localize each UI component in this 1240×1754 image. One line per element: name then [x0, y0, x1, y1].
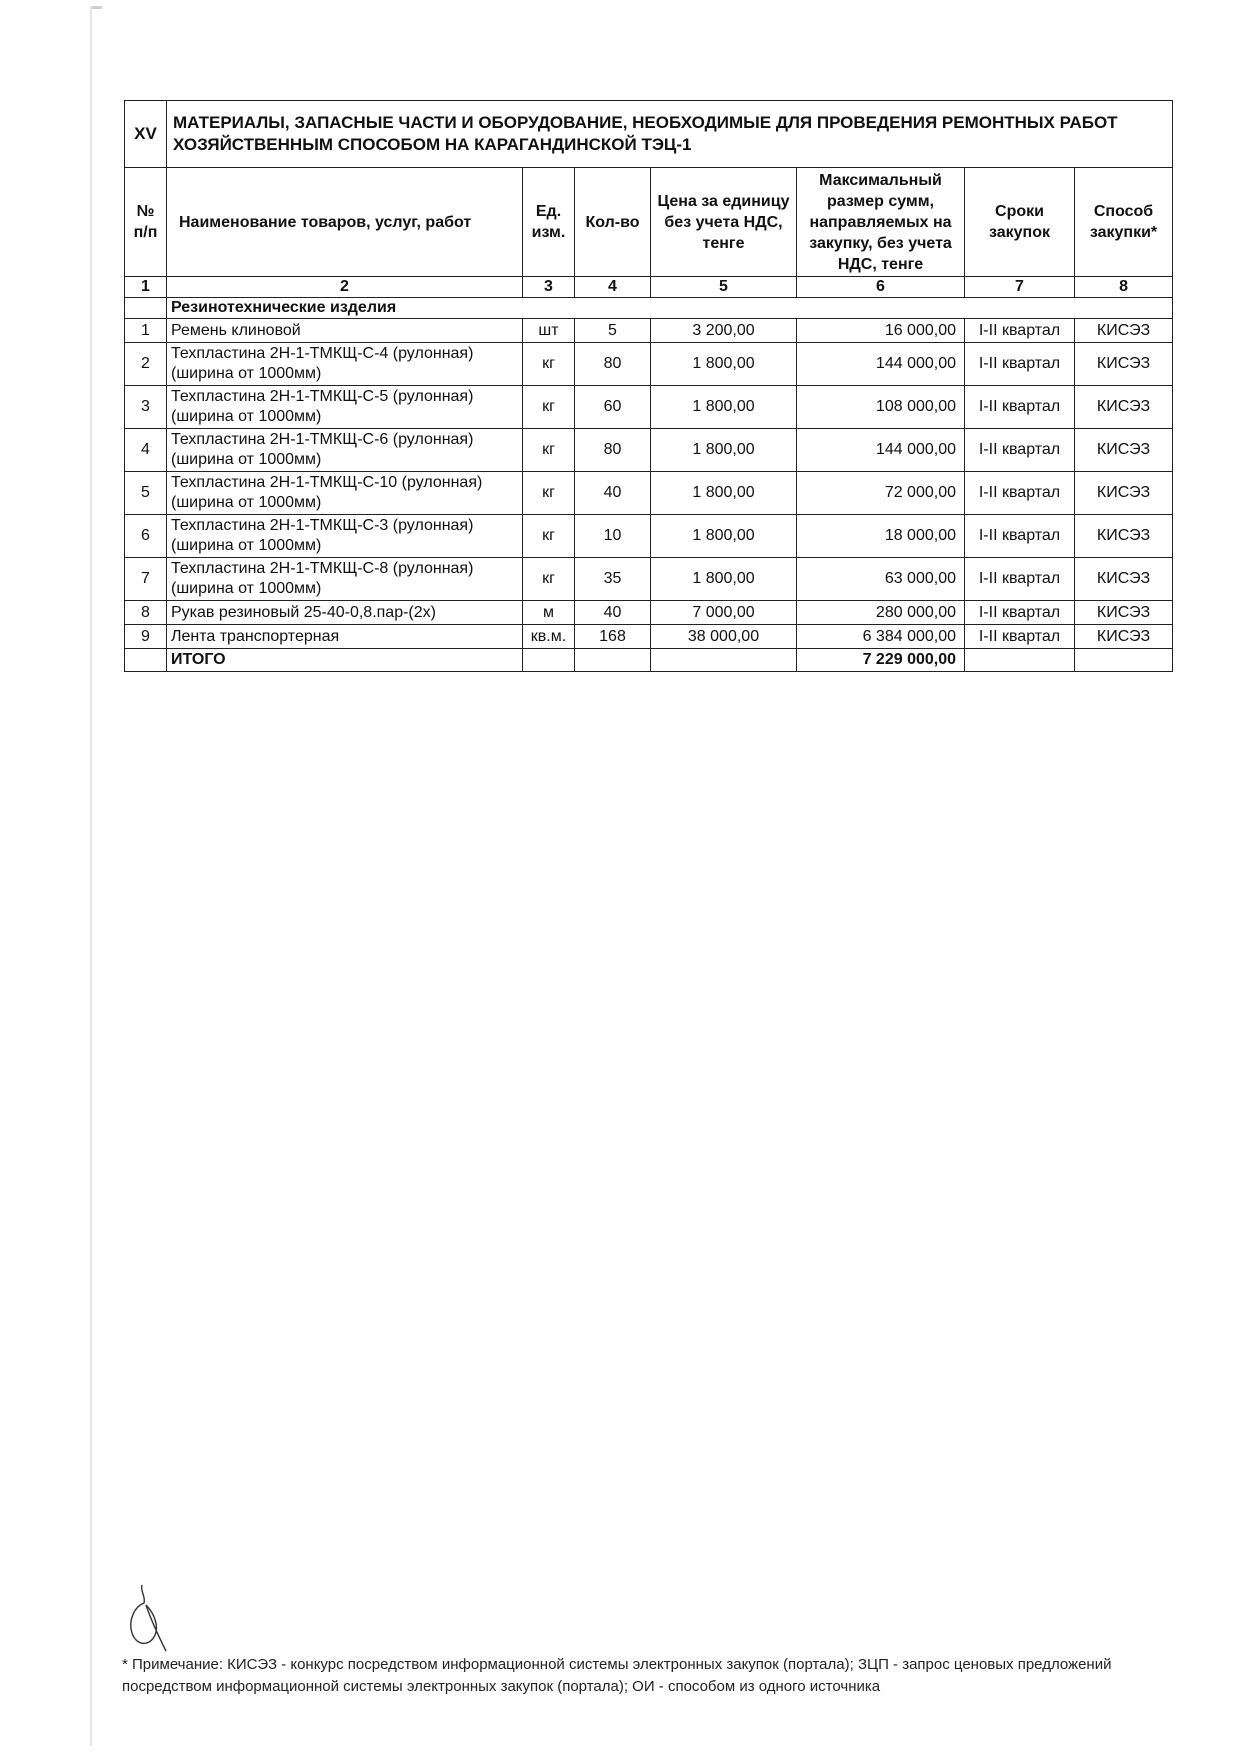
row-method: КИСЭЗ [1075, 472, 1173, 515]
column-number-row [125, 277, 1173, 298]
row-unit: кг [523, 515, 575, 558]
row-unit: кв.м. [523, 625, 575, 649]
row-unit-price: 7 000,00 [651, 601, 797, 625]
row-term: I-II квартал [965, 386, 1075, 429]
row-number: 1 [125, 319, 167, 343]
column-number: 7 [965, 277, 1075, 298]
column-number: 8 [1075, 277, 1173, 298]
total-label: ИТОГО [167, 649, 523, 672]
row-sum: 144 000,00 [797, 343, 965, 386]
row-number: 9 [125, 625, 167, 649]
column-header-row [125, 168, 1173, 277]
row-method: КИСЭЗ [1075, 625, 1173, 649]
row-item-name: Техпластина 2Н-1-ТМКЩ-С-6 (рулонная) (ширина от 1000мм) [167, 429, 523, 472]
row-quantity: 10 [575, 515, 651, 558]
row-method: КИСЭЗ [1075, 429, 1173, 472]
row-item-name: Техпластина 2Н-1-ТМКЩ-С-3 (рулонная) (ширина от 1000мм) [167, 515, 523, 558]
row-term: I-II квартал [965, 515, 1075, 558]
row-unit-price: 1 800,00 [651, 515, 797, 558]
total-empty-cell [965, 649, 1075, 672]
header-name: Наименование товаров, услуг, работ [167, 168, 523, 277]
section-header-row [125, 101, 1173, 168]
header-unit-price: Цена за единицу без учета НДС, тенге [651, 168, 797, 277]
table-row [125, 515, 1173, 558]
table-row [125, 601, 1173, 625]
row-term: I-II квартал [965, 558, 1075, 601]
footnote: * Примечание: КИСЭЗ - конкурс посредством информационной системы электронных закупок (портала); ЗЦП - запрос ценовых предложений посредством информационной системы электронных закупок (портала); ОИ - способом из одного источника [122, 1656, 1112, 1695]
row-method: КИСЭЗ [1075, 558, 1173, 601]
row-term: I-II квартал [965, 319, 1075, 343]
row-sum: 144 000,00 [797, 429, 965, 472]
row-quantity: 60 [575, 386, 651, 429]
procurement-table [124, 100, 1173, 672]
header-term: Сроки закупок [965, 168, 1075, 277]
row-term: I-II квартал [965, 625, 1075, 649]
row-method: КИСЭЗ [1075, 343, 1173, 386]
row-unit-price: 38 000,00 [651, 625, 797, 649]
row-unit: кг [523, 386, 575, 429]
row-method: КИСЭЗ [1075, 319, 1173, 343]
total-row [125, 649, 1173, 672]
total-sum: 7 229 000,00 [797, 649, 965, 672]
row-item-name: Рукав резиновый 25-40-0,8.пар-(2х) [167, 601, 523, 625]
row-unit-price: 1 800,00 [651, 558, 797, 601]
total-empty-cell [651, 649, 797, 672]
row-number: 3 [125, 386, 167, 429]
row-number: 7 [125, 558, 167, 601]
row-unit: кг [523, 343, 575, 386]
row-unit: кг [523, 429, 575, 472]
row-method: КИСЭЗ [1075, 601, 1173, 625]
row-number: 8 [125, 601, 167, 625]
signature-mark [128, 1583, 168, 1653]
table-row [125, 343, 1173, 386]
row-method: КИСЭЗ [1075, 386, 1173, 429]
row-sum: 72 000,00 [797, 472, 965, 515]
total-empty-cell [125, 649, 167, 672]
row-method: КИСЭЗ [1075, 515, 1173, 558]
column-number: 3 [523, 277, 575, 298]
row-unit: кг [523, 472, 575, 515]
row-unit: кг [523, 558, 575, 601]
table-row [125, 472, 1173, 515]
row-unit-price: 1 800,00 [651, 386, 797, 429]
row-number: 5 [125, 472, 167, 515]
group-spacer [125, 298, 167, 319]
row-term: I-II квартал [965, 343, 1075, 386]
row-unit-price: 1 800,00 [651, 472, 797, 515]
group-title: Резинотехнические изделия [167, 298, 1173, 319]
table-row [125, 429, 1173, 472]
table-row [125, 319, 1173, 343]
total-empty-cell [575, 649, 651, 672]
column-number: 2 [167, 277, 523, 298]
header-number: № п/п [125, 168, 167, 277]
row-item-name: Техпластина 2Н-1-ТМКЩ-С-4 (рулонная) (ширина от 1000мм) [167, 343, 523, 386]
row-item-name: Лента транспортерная [167, 625, 523, 649]
row-sum: 108 000,00 [797, 386, 965, 429]
table-row [125, 558, 1173, 601]
row-quantity: 35 [575, 558, 651, 601]
row-quantity: 40 [575, 601, 651, 625]
group-row [125, 298, 1173, 319]
row-number: 4 [125, 429, 167, 472]
header-method: Способ закупки* [1075, 168, 1173, 277]
row-sum: 280 000,00 [797, 601, 965, 625]
row-unit-price: 1 800,00 [651, 429, 797, 472]
column-number: 5 [651, 277, 797, 298]
row-quantity: 40 [575, 472, 651, 515]
row-quantity: 168 [575, 625, 651, 649]
row-term: I-II квартал [965, 472, 1075, 515]
column-number: 4 [575, 277, 651, 298]
row-unit-price: 3 200,00 [651, 319, 797, 343]
header-quantity: Кол-во [575, 168, 651, 277]
row-term: I-II квартал [965, 429, 1075, 472]
row-item-name: Ремень клиновой [167, 319, 523, 343]
row-number: 6 [125, 515, 167, 558]
row-term: I-II квартал [965, 601, 1075, 625]
section-number: XV [125, 101, 167, 168]
scan-edge-line-left [90, 6, 92, 1746]
table-row [125, 625, 1173, 649]
row-unit: м [523, 601, 575, 625]
row-number: 2 [125, 343, 167, 386]
total-empty-cell [523, 649, 575, 672]
row-sum: 63 000,00 [797, 558, 965, 601]
row-item-name: Техпластина 2Н-1-ТМКЩ-С-10 (рулонная) (ширина от 1000мм) [167, 472, 523, 515]
section-title: МАТЕРИАЛЫ, ЗАПАСНЫЕ ЧАСТИ И ОБОРУДОВАНИЕ, НЕОБХОДИМЫЕ ДЛЯ ПРОВЕДЕНИЯ РЕМОНТНЫХ РАБОТ ХОЗЯЙСТВЕННЫМ СПОСОБОМ НА КАРАГАНДИНСКОЙ ТЭЦ-1 [167, 101, 1173, 168]
row-quantity: 5 [575, 319, 651, 343]
row-unit-price: 1 800,00 [651, 343, 797, 386]
row-sum: 16 000,00 [797, 319, 965, 343]
column-number: 6 [797, 277, 965, 298]
column-number: 1 [125, 277, 167, 298]
row-unit: шт [523, 319, 575, 343]
header-max-sum: Максимальный размер сумм, направляемых на закупку, без учета НДС, тенге [797, 168, 965, 277]
procurement-table-container [124, 100, 1172, 672]
row-sum: 6 384 000,00 [797, 625, 965, 649]
row-sum: 18 000,00 [797, 515, 965, 558]
total-empty-cell [1075, 649, 1173, 672]
table-row [125, 386, 1173, 429]
row-quantity: 80 [575, 429, 651, 472]
row-item-name: Техпластина 2Н-1-ТМКЩ-С-5 (рулонная) (ширина от 1000мм) [167, 386, 523, 429]
row-quantity: 80 [575, 343, 651, 386]
row-item-name: Техпластина 2Н-1-ТМКЩ-С-8 (рулонная) (ширина от 1000мм) [167, 558, 523, 601]
header-unit: Ед. изм. [523, 168, 575, 277]
